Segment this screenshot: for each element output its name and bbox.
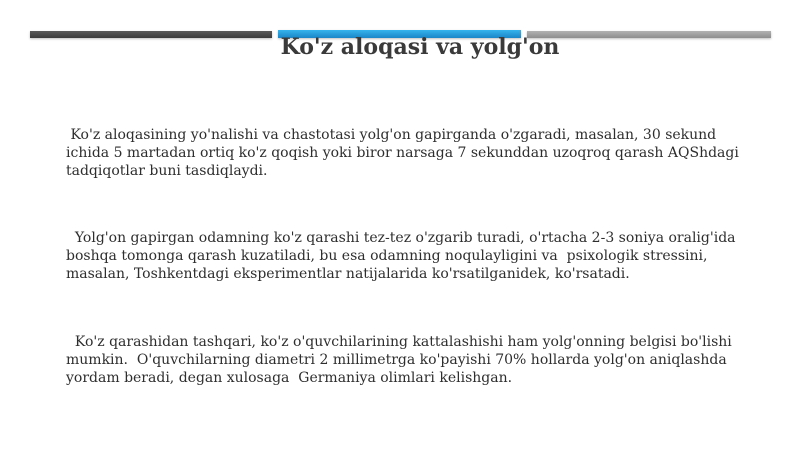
paragraph-eye-contact-direction: Ko'z aloqasining yo'nalishi va chastotasi yolg'on gapirganda o'zgaradi, masalan, 30 sekund ichida 5 martadan ortiq ko'z qoqish yoki biror narsaga 7 sekunddan uzoqroq qarash AQShdagi tadqiqotlar buni tasdiqlaydi. (66, 127, 744, 179)
paragraph-pupil-dilation: Ko'z qarashidan tashqari, ko'z o'quvchilarining kattalashishi ham yolg'onning belgisi bo'lishi mumkin. O'quvchilarning diametri 2 millimetrga ko'payishi 70% hollarda yolg'on aniqlashda yordam beradi, degan xulosaga Germaniya olimlari kelishgan. (66, 334, 737, 386)
slide-title: Ko'z aloqasi va yolg'on (280, 34, 560, 60)
paragraph-gaze-shifting: Yolg'on gapirgan odamning ko'z qarashi tez-tez o'zgarib turadi, o'rtacha 2-3 soniya oralig'ida boshqa tomonga qarash kuzatiladi, bu esa odamning noqulayligini va psixologik stressini, masalan, Toshkentdagi eksperimentlar natijalarida ko'rsatilganidek, ko'rsatadi. (66, 230, 740, 282)
